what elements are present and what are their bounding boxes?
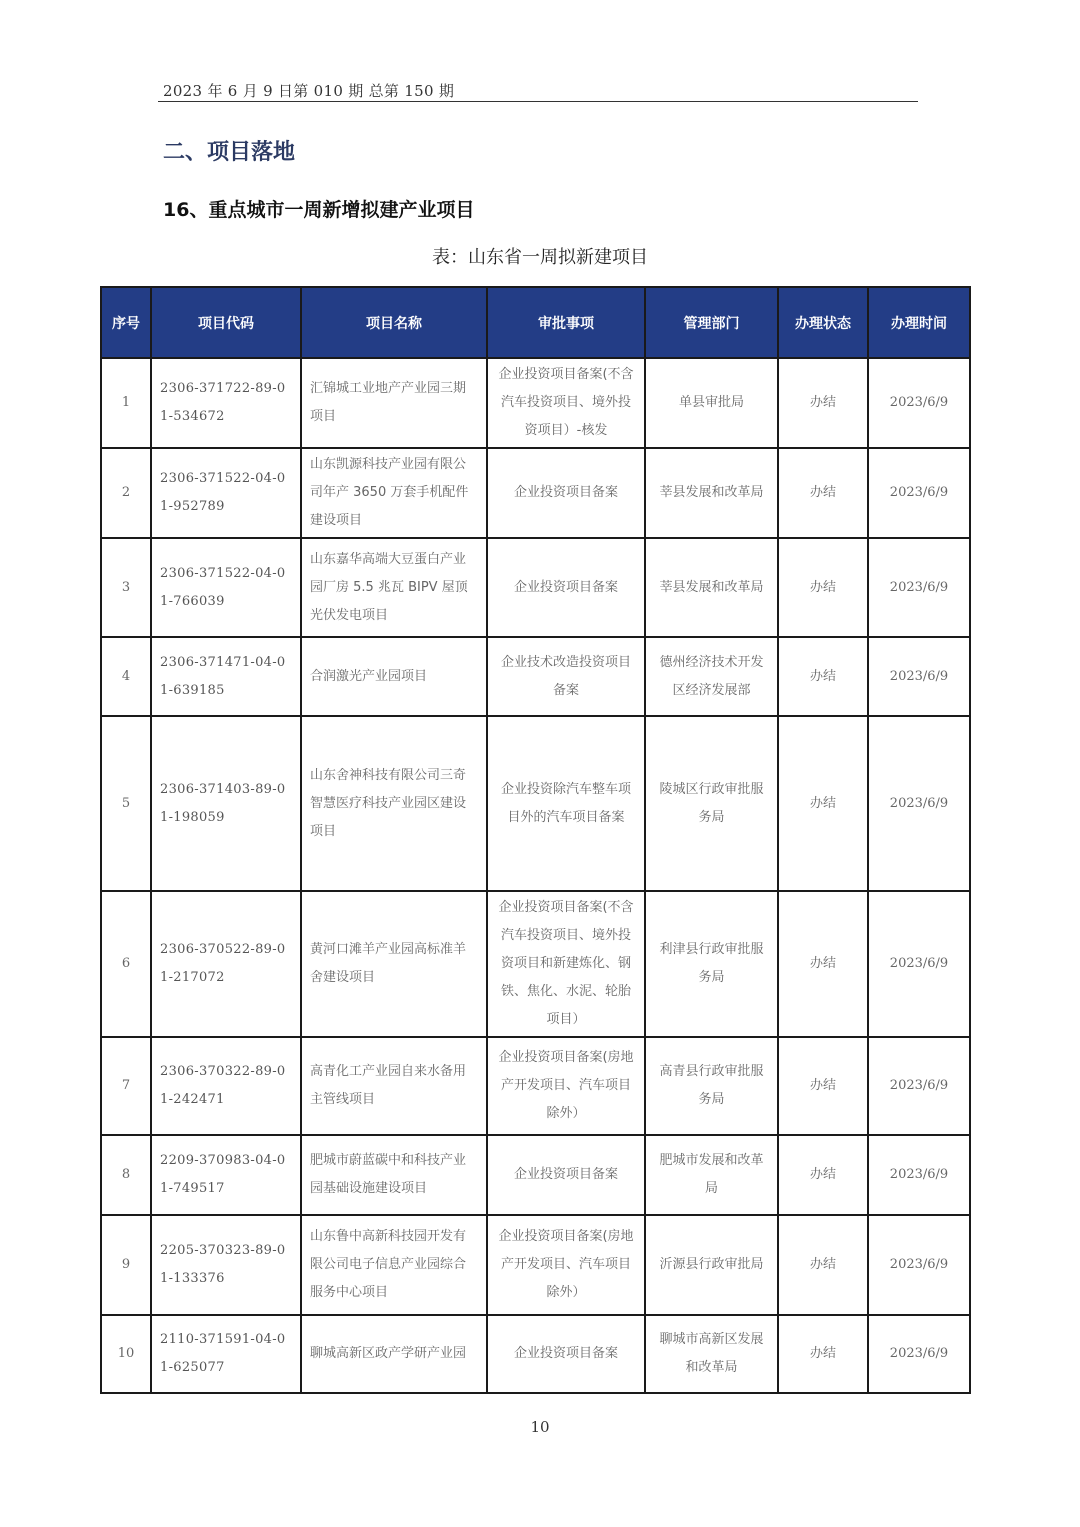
cell-status: 办结 [778,538,868,637]
cell-approval: 企业投资项目备案 [487,1315,645,1393]
column-header-seq: 序号 [101,287,151,358]
cell-name: 汇锦城工业地产产业园三期项目 [301,358,487,448]
table-caption-text: 表：山东省一周拟新建项目 [432,247,648,268]
cell-dept: 莘县发展和改革局 [645,448,778,538]
cell-code: 2110-371591-04-01-625077 [151,1315,301,1393]
cell-name: 肥城市蔚蓝碳中和科技产业园基础设施建设项目 [301,1135,487,1215]
cell-name: 合润激光产业园项目 [301,637,487,716]
cell-approval: 企业投资项目备案 [487,448,645,538]
cell-dept: 陵城区行政审批服务局 [645,716,778,891]
cell-code: 2306-370522-89-01-217072 [151,891,301,1037]
cell-status: 办结 [778,637,868,716]
cell-seq: 7 [101,1037,151,1135]
cell-name: 高青化工产业园自来水备用主管线项目 [301,1037,487,1135]
table-row [101,891,970,1037]
cell-status: 办结 [778,1135,868,1215]
cell-seq: 6 [101,891,151,1037]
table-row [101,1037,970,1135]
cell-approval: 企业技术改造投资项目备案 [487,637,645,716]
cell-seq: 3 [101,538,151,637]
issue-header: 2023 年 6 月 9 日第 010 期 总第 150 期 [163,82,455,100]
cell-date: 2023/6/9 [868,637,970,716]
cell-name: 山东凯源科技产业园有限公司年产 3650 万套手机配件建设项目 [301,448,487,538]
table-row [101,358,970,448]
cell-status: 办结 [778,1037,868,1135]
cell-name: 山东鲁中高新科技园开发有限公司电子信息产业园综合服务中心项目 [301,1215,487,1315]
section-title: 二、项目落地 [163,140,296,165]
cell-seq: 2 [101,448,151,538]
cell-dept: 高青县行政审批服务局 [645,1037,778,1135]
table-caption [0,243,1080,269]
cell-code: 2205-370323-89-01-133376 [151,1215,301,1315]
table-row [101,1315,970,1393]
table-row [101,1215,970,1315]
cell-approval: 企业投资除汽车整车项目外的汽车项目备案 [487,716,645,891]
cell-name: 山东嘉华高端大豆蛋白产业园厂房 5.5 兆瓦 BIPV 屋顶光伏发电项目 [301,538,487,637]
cell-status: 办结 [778,891,868,1037]
cell-status: 办结 [778,358,868,448]
column-header-name: 项目名称 [301,287,487,358]
cell-status: 办结 [778,1315,868,1393]
cell-code: 2209-370983-04-01-749517 [151,1135,301,1215]
cell-date: 2023/6/9 [868,448,970,538]
cell-dept: 利津县行政审批服务局 [645,891,778,1037]
cell-dept: 沂源县行政审批局 [645,1215,778,1315]
table-row [101,637,970,716]
cell-name: 黄河口滩羊产业园高标准羊舍建设项目 [301,891,487,1037]
cell-seq: 1 [101,358,151,448]
cell-approval: 企业投资项目备案(房地产开发项目、汽车项目除外） [487,1037,645,1135]
page-number: 10 [530,1418,550,1436]
table-row [101,716,970,891]
cell-date: 2023/6/9 [868,1037,970,1135]
column-header-approval: 审批事项 [487,287,645,358]
cell-date: 2023/6/9 [868,716,970,891]
cell-code: 2306-370322-89-01-242471 [151,1037,301,1135]
cell-seq: 9 [101,1215,151,1315]
header-divider [158,101,918,102]
table-header-row [101,287,970,358]
cell-date: 2023/6/9 [868,1215,970,1315]
table-row [101,1135,970,1215]
cell-dept: 肥城市发展和改革局 [645,1135,778,1215]
cell-seq: 4 [101,637,151,716]
cell-dept: 单县审批局 [645,358,778,448]
cell-approval: 企业投资项目备案(不含汽车投资项目、境外投资项目和新建炼化、钢铁、焦化、水泥、轮胎项目） [487,891,645,1037]
cell-status: 办结 [778,448,868,538]
column-header-status: 办理状态 [778,287,868,358]
column-header-date: 办理时间 [868,287,970,358]
cell-approval: 企业投资项目备案(不含汽车投资项目、境外投资项目）-核发 [487,358,645,448]
cell-date: 2023/6/9 [868,1315,970,1393]
cell-approval: 企业投资项目备案 [487,538,645,637]
table-row [101,448,970,538]
cell-name: 山东舍神科技有限公司三奇智慧医疗科技产业园区建设项目 [301,716,487,891]
projects-table [100,286,971,1394]
column-header-dept: 管理部门 [645,287,778,358]
cell-date: 2023/6/9 [868,1135,970,1215]
cell-status: 办结 [778,1215,868,1315]
column-header-code: 项目代码 [151,287,301,358]
subsection-title: 16、重点城市一周新增拟建产业项目 [163,199,475,221]
cell-seq: 5 [101,716,151,891]
cell-name: 聊城高新区政产学研产业园 [301,1315,487,1393]
table-row [101,538,970,637]
cell-status: 办结 [778,716,868,891]
cell-approval: 企业投资项目备案(房地产开发项目、汽车项目除外） [487,1215,645,1315]
cell-code: 2306-371403-89-01-198059 [151,716,301,891]
cell-code: 2306-371522-04-01-952789 [151,448,301,538]
cell-code: 2306-371722-89-01-534672 [151,358,301,448]
cell-code: 2306-371471-04-01-639185 [151,637,301,716]
cell-date: 2023/6/9 [868,891,970,1037]
cell-dept: 德州经济技术开发区经济发展部 [645,637,778,716]
cell-date: 2023/6/9 [868,538,970,637]
cell-dept: 聊城市高新区发展和改革局 [645,1315,778,1393]
cell-dept: 莘县发展和改革局 [645,538,778,637]
cell-seq: 10 [101,1315,151,1393]
cell-approval: 企业投资项目备案 [487,1135,645,1215]
cell-seq: 8 [101,1135,151,1215]
cell-date: 2023/6/9 [868,358,970,448]
cell-code: 2306-371522-04-01-766039 [151,538,301,637]
